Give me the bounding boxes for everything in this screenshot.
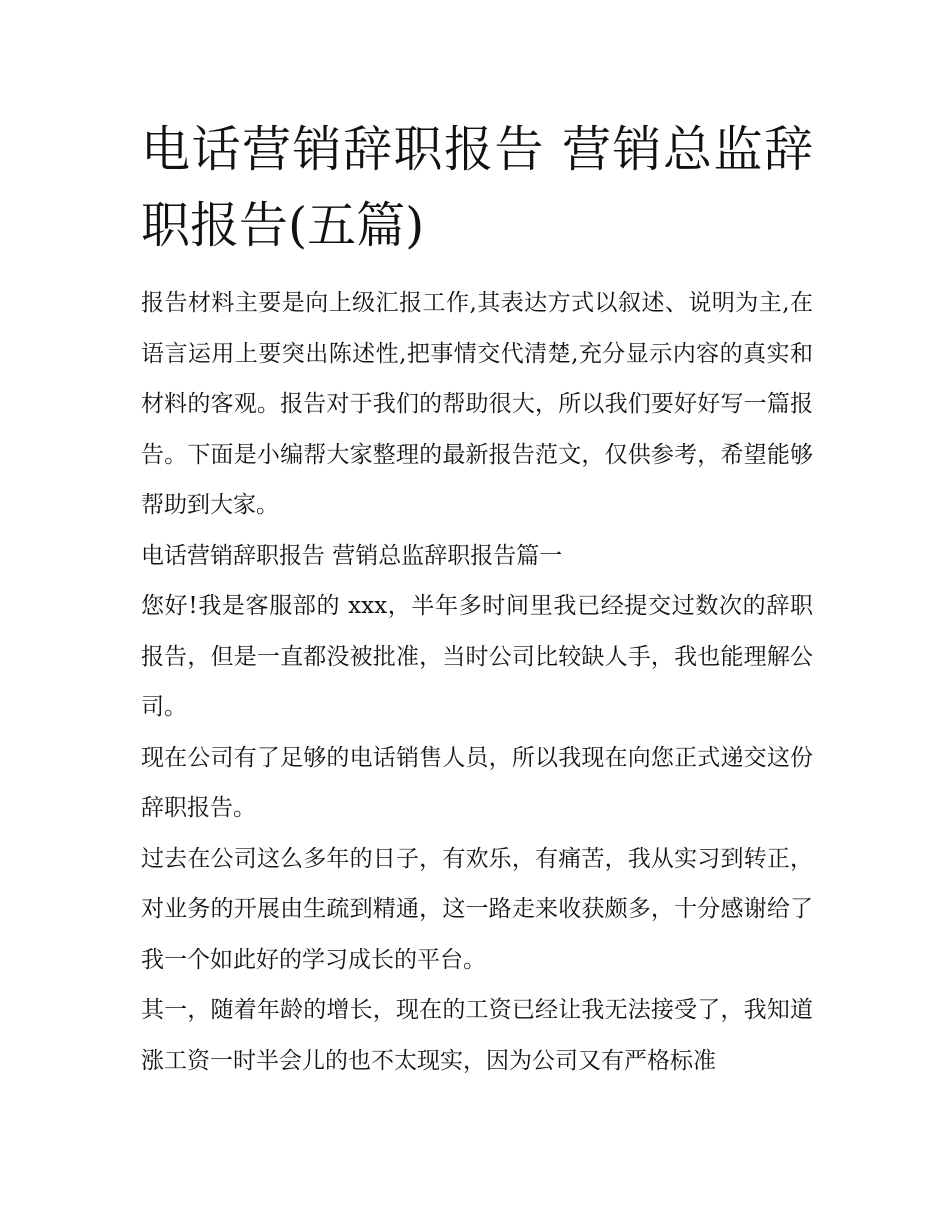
body-paragraph: 您好!我是客服部的 xxx，半年多时间里我已经提交过数次的辞职报告，但是一直都没被批准，当时公司比较缺人手，我也能理解公司。 — [141, 593, 813, 720]
body-paragraph: 其一，随着年龄的增长，现在的工资已经让我无法接受了，我知道涨工资一时半会儿的也不太现实，因为公司又有严格标准 — [141, 997, 813, 1074]
body-paragraph: 过去在公司这么多年的日子，有欢乐，有痛苦，我从实习到转正，对业务的开展由生疏到精通，这一路走来收获颇多，十分感谢给了我一个如此好的学习成长的平台。 — [141, 845, 813, 973]
body-paragraph: 现在公司有了足够的电话销售人员，所以我现在向您正式递交这份辞职报告。 — [141, 744, 813, 821]
document-body — [141, 112, 813, 1086]
intro-paragraph: 报告材料主要是向上级汇报工作,其表达方式以叙述、说明为主,在语言运用上要突出陈述性,把事情交代清楚,充分显示内容的真实和材料的客观。报告对于我们的帮助很大，所以我们要好好写一篇报告。下面是小编帮大家整理的最新报告范文，仅供参考，希望能够帮助到大家。 — [141, 290, 813, 518]
section-heading: 电话营销辞职报告 营销总监辞职报告篇一 — [141, 542, 563, 569]
document-title: 电话营销辞职报告 营销总监辞职报告(五篇) — [141, 121, 813, 254]
